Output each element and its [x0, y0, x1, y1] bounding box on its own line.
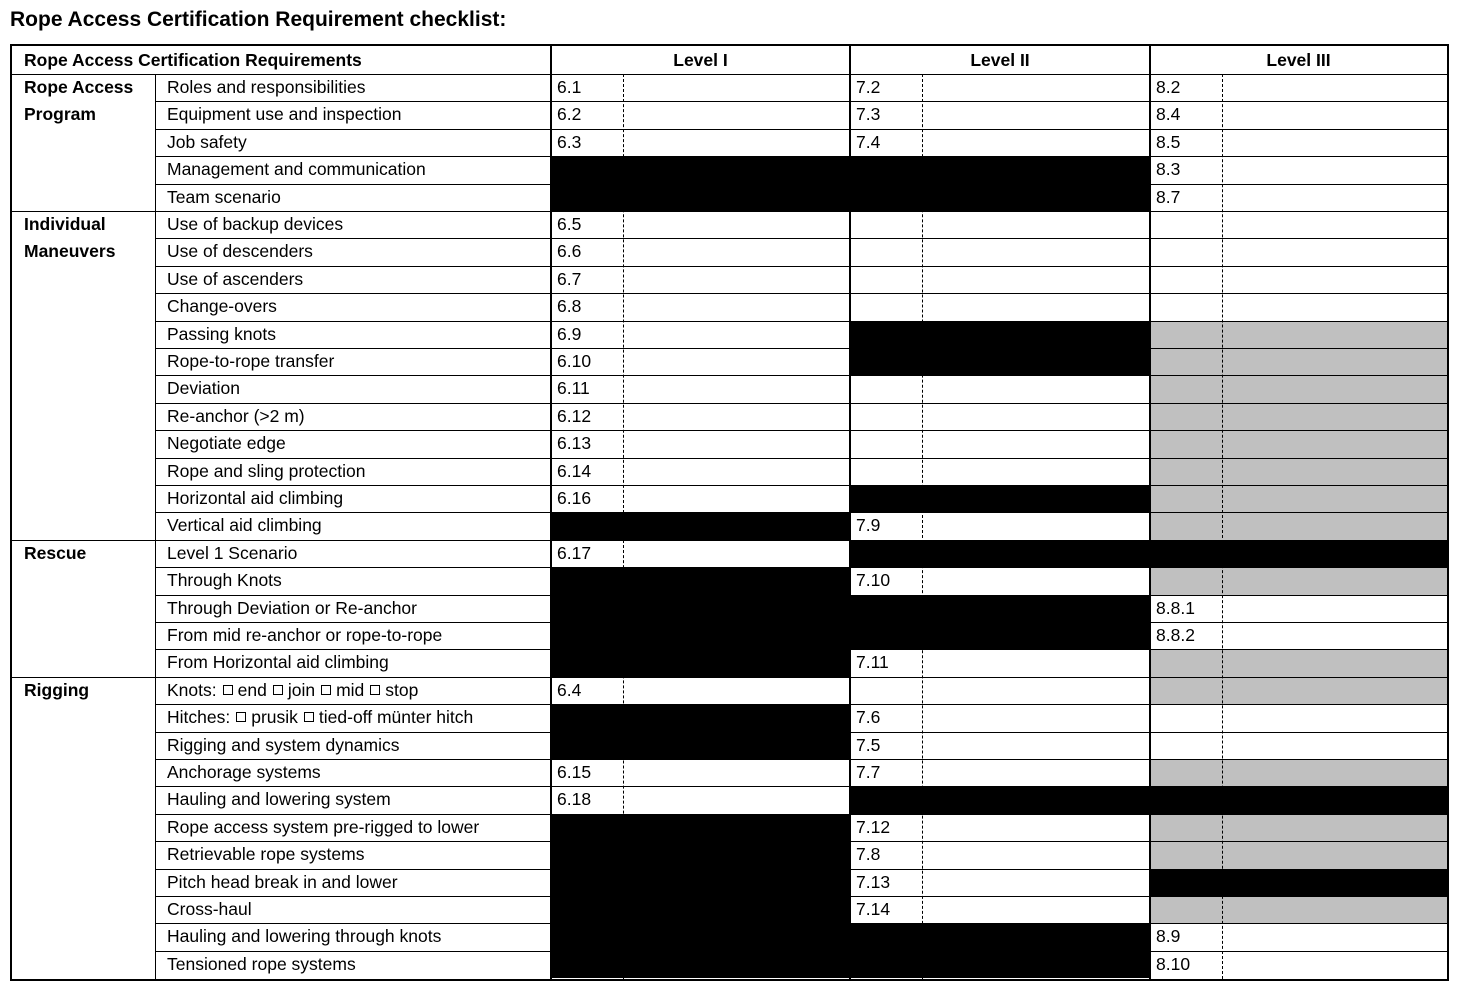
requirement-label: [155, 896, 551, 923]
option-checkbox[interactable]: [273, 685, 283, 695]
level-3-shaded-cell: [1150, 841, 1447, 868]
level-1-reference: 6.18: [557, 789, 592, 810]
row-divider: [155, 622, 1447, 623]
row-divider: [155, 485, 1447, 486]
requirement-label: [155, 540, 551, 567]
row-divider: [155, 375, 1447, 376]
requirement-text: Hauling and lowering through knots: [167, 926, 442, 947]
requirement-text: From Horizontal aid climbing: [167, 652, 389, 673]
requirement-text: Passing knots: [167, 323, 276, 344]
requirement-label: [155, 951, 551, 978]
requirement-label: [155, 759, 551, 786]
level-3-shaded-cell: [1150, 485, 1447, 512]
requirement-text: Rigging and system dynamics: [167, 734, 400, 755]
level-1-reference: 6.7: [557, 268, 582, 289]
level-3-shaded-cell: [1150, 759, 1447, 786]
requirement-label: [155, 184, 551, 211]
level-1-not-applicable-cell: [551, 595, 850, 622]
requirement-label: [155, 293, 551, 320]
level-3-shaded-cell: [1150, 403, 1447, 430]
row-divider: [155, 184, 1447, 185]
requirement-text: Team scenario: [167, 186, 281, 207]
level-1-reference: 6.11: [557, 378, 590, 399]
level-3-reference: 8.8.1: [1156, 597, 1195, 618]
row-divider: [155, 951, 1447, 952]
level-2-not-applicable-cell: [850, 156, 1150, 183]
level-1-reference: 6.2: [557, 104, 582, 125]
level-2-reference: 7.7: [856, 762, 881, 782]
level-sub-divider: [623, 74, 624, 979]
level-2-reference: 7.9: [856, 515, 881, 536]
level-3-not-applicable-cell: [1150, 869, 1447, 896]
row-divider: [155, 129, 1447, 130]
requirement-label: [155, 156, 551, 183]
header-requirements: Rope Access Certification Requirements: [24, 50, 362, 70]
row-divider: [155, 896, 1447, 897]
level-sub-divider: [922, 74, 923, 979]
requirement-text: Hitches:: [167, 707, 231, 728]
requirement-label: [155, 74, 551, 101]
level-2-reference: 7.5: [856, 734, 881, 755]
level-1-reference: 6.5: [557, 214, 582, 234]
header-level-1: Level I: [673, 50, 728, 70]
level-2-not-applicable-cell: [850, 595, 1150, 622]
level-3-reference: 8.4: [1156, 104, 1181, 125]
requirement-text: Level 1 Scenario: [167, 542, 298, 563]
row-divider: [155, 101, 1447, 102]
level-2-reference: 7.14: [856, 899, 891, 919]
level-2-reference: 7.8: [856, 844, 881, 865]
level-1-reference: 6.4: [557, 679, 582, 700]
option-label: tied-off münter hitch: [318, 707, 474, 728]
requirement-label: [155, 430, 551, 457]
row-divider: [155, 841, 1447, 842]
level-1-not-applicable-cell: [551, 896, 850, 923]
level-3-reference: 8.8.2: [1156, 625, 1195, 645]
requirement-text: Vertical aid climbing: [167, 515, 322, 536]
requirement-label: [155, 129, 551, 156]
requirement-text: Retrievable rope systems: [167, 844, 365, 865]
row-divider: [155, 786, 1447, 787]
row-divider: [155, 156, 1447, 157]
page-title: Rope Access Certification Requirement checklist:: [10, 8, 507, 31]
row-divider: [155, 732, 1447, 733]
level-2-not-applicable-cell: [850, 348, 1150, 375]
requirement-text: Roles and responsibilities: [167, 77, 366, 97]
level-2-reference: 7.4: [856, 131, 881, 152]
requirement-label: [155, 375, 551, 402]
requirement-text: Negotiate edge: [167, 433, 286, 454]
row-divider: [155, 293, 1447, 294]
level-3-shaded-cell: [1150, 348, 1447, 375]
level-2-not-applicable-cell: [850, 321, 1150, 348]
level-1-reference: 6.1: [557, 77, 582, 97]
level-2-not-applicable-cell: [850, 786, 1150, 813]
requirement-text: Pitch head break in and lower: [167, 871, 398, 892]
level-3-reference: 8.10: [1156, 953, 1191, 974]
row-divider: [155, 403, 1447, 404]
row-divider: [155, 595, 1447, 596]
requirement-text: Management and communication: [167, 159, 426, 180]
requirement-label: [155, 649, 551, 676]
option-checkbox[interactable]: [236, 712, 246, 722]
row-divider: [155, 704, 1447, 705]
requirement-text: Tensioned rope systems: [167, 953, 356, 974]
requirement-label: [155, 101, 551, 128]
requirement-text: Job safety: [167, 131, 247, 152]
requirement-text: From mid re-anchor or rope-to-rope: [167, 625, 443, 645]
requirement-text: Anchorage systems: [167, 762, 321, 782]
header-level-2: Level II: [970, 50, 1030, 70]
requirement-label: [155, 677, 551, 704]
requirement-text: Change-overs: [167, 296, 277, 317]
row-divider: [155, 266, 1447, 267]
section-label: Rigging: [24, 679, 90, 700]
requirement-label: [155, 458, 551, 485]
level-1-reference: 6.16: [557, 488, 592, 508]
level-2-not-applicable-cell: [850, 622, 1150, 649]
option-checkbox[interactable]: [223, 685, 233, 695]
option-checkbox[interactable]: [321, 685, 331, 695]
level-1-not-applicable-cell: [551, 841, 850, 868]
requirement-text: Through Deviation or Re-anchor: [167, 597, 417, 618]
requirement-text: Use of backup devices: [167, 214, 344, 234]
level-1-reference: 6.3: [557, 131, 582, 152]
row-divider: [155, 759, 1447, 760]
level-3-shaded-cell: [1150, 375, 1447, 402]
row-divider: [155, 923, 1447, 924]
level-1-reference: 6.8: [557, 296, 582, 317]
section-label: Rope Access Program: [24, 77, 134, 124]
header-level-3: Level III: [1266, 50, 1331, 70]
level-1-not-applicable-cell: [551, 512, 850, 539]
level-3-shaded-cell: [1150, 512, 1447, 539]
requirement-text: Rope and sling protection: [167, 460, 366, 481]
requirement-text: Re-anchor (>2 m): [167, 405, 305, 426]
level-1-reference: 6.12: [557, 405, 592, 426]
requirement-label: [155, 321, 551, 348]
level-3-not-applicable-cell: [1150, 540, 1447, 567]
level-2-reference: 7.11: [856, 652, 889, 673]
option-label: prusik: [251, 707, 298, 728]
row-divider: [155, 814, 1447, 815]
level-1-reference: 6.14: [557, 460, 592, 481]
level-2-not-applicable-cell: [850, 923, 1150, 950]
option-label: stop: [385, 679, 419, 700]
requirement-text: Knots:: [167, 679, 217, 700]
level-2-not-applicable-cell: [850, 485, 1150, 512]
requirement-text: Deviation: [167, 378, 240, 399]
requirement-column-divider: [155, 74, 156, 979]
level-3-shaded-cell: [1150, 896, 1447, 923]
option-checkbox[interactable]: [304, 712, 314, 722]
level-2-reference: 7.10: [856, 570, 891, 591]
level-3-reference: 8.5: [1156, 131, 1181, 152]
level-3-reference: 8.9: [1156, 926, 1181, 947]
requirement-label: [155, 923, 551, 950]
level-1-reference: 6.15: [557, 762, 592, 782]
option-checkbox[interactable]: [370, 685, 380, 695]
row-divider: [12, 540, 1447, 541]
requirement-label: [155, 704, 551, 731]
level-3-shaded-cell: [1150, 430, 1447, 457]
requirement-label: [155, 814, 551, 841]
requirement-label: [155, 512, 551, 539]
level-1-not-applicable-cell: [551, 184, 850, 211]
level-2-not-applicable-cell: [850, 540, 1150, 567]
level-1-not-applicable-cell: [551, 649, 850, 676]
level-1-not-applicable-cell: [551, 732, 850, 759]
level-1-reference: 6.10: [557, 351, 592, 371]
requirement-text: Horizontal aid climbing: [167, 488, 344, 508]
row-divider: [155, 458, 1447, 459]
level-1-reference: 6.17: [557, 542, 592, 563]
certification-checklist-table: [10, 44, 1449, 981]
row-divider: [155, 430, 1447, 431]
row-divider: [155, 567, 1447, 568]
row-divider: [12, 211, 1447, 212]
level-2-reference: 7.3: [856, 104, 881, 125]
level-2-not-applicable-cell: [850, 951, 1150, 978]
level-3-shaded-cell: [1150, 649, 1447, 676]
level-3-reference: 8.3: [1156, 159, 1181, 180]
level-3-shaded-cell: [1150, 567, 1447, 594]
requirement-label: [155, 732, 551, 759]
requirement-label: [155, 266, 551, 293]
level-1-not-applicable-cell: [551, 814, 850, 841]
requirement-label: [155, 348, 551, 375]
level-3-reference: 8.2: [1156, 77, 1181, 97]
requirement-text: Equipment use and inspection: [167, 104, 402, 125]
row-divider: [155, 348, 1447, 349]
level-3-not-applicable-cell: [1150, 786, 1447, 813]
level-2-reference: 7.6: [856, 707, 881, 728]
level-3-shaded-cell: [1150, 814, 1447, 841]
requirement-label: [155, 841, 551, 868]
option-label: mid: [336, 679, 365, 700]
column-divider: [1149, 46, 1151, 979]
column-divider: [849, 46, 851, 979]
requirement-text: Rope access system pre-rigged to lower: [167, 816, 480, 837]
option-label: end: [237, 679, 267, 700]
level-1-not-applicable-cell: [551, 923, 850, 950]
requirement-label: [155, 622, 551, 649]
level-1-reference: 6.6: [557, 241, 582, 262]
level-1-not-applicable-cell: [551, 156, 850, 183]
requirement-label: [155, 869, 551, 896]
row-divider: [155, 512, 1447, 513]
row-divider: [155, 869, 1447, 870]
level-1-not-applicable-cell: [551, 622, 850, 649]
level-3-shaded-cell: [1150, 321, 1447, 348]
requirement-label: [155, 567, 551, 594]
requirement-text: Use of ascenders: [167, 268, 304, 289]
section-label: Individual Maneuvers: [24, 214, 116, 261]
level-sub-divider: [1222, 74, 1223, 979]
level-2-reference: 7.12: [856, 816, 891, 837]
requirement-text: Rope-to-rope transfer: [167, 351, 335, 371]
level-2-not-applicable-cell: [850, 184, 1150, 211]
level-1-reference: 6.9: [557, 323, 582, 344]
level-1-not-applicable-cell: [551, 704, 850, 731]
section-label: Rescue: [24, 542, 87, 563]
level-2-reference: 7.2: [856, 77, 881, 97]
requirement-label: [155, 211, 551, 238]
requirement-label: [155, 786, 551, 813]
row-divider: [155, 238, 1447, 239]
option-label: join: [287, 679, 316, 700]
level-3-reference: 8.7: [1156, 186, 1181, 207]
requirement-label: [155, 595, 551, 622]
level-1-not-applicable-cell: [551, 951, 850, 978]
requirement-label: [155, 238, 551, 265]
requirement-text: Cross-haul: [167, 899, 252, 919]
row-divider: [12, 74, 1447, 75]
requirement-text: Through Knots: [167, 570, 282, 591]
row-divider: [155, 649, 1447, 650]
level-2-reference: 7.13: [856, 871, 891, 892]
requirement-label: [155, 403, 551, 430]
requirement-text: Hauling and lowering system: [167, 789, 391, 810]
column-divider: [550, 46, 552, 979]
requirement-text: Use of descenders: [167, 241, 313, 262]
row-divider: [155, 321, 1447, 322]
level-1-reference: 6.13: [557, 433, 592, 454]
level-1-not-applicable-cell: [551, 567, 850, 594]
row-divider: [12, 677, 1447, 678]
level-3-shaded-cell: [1150, 458, 1447, 485]
level-3-shaded-cell: [1150, 677, 1447, 704]
requirement-label: [155, 485, 551, 512]
level-1-not-applicable-cell: [551, 869, 850, 896]
